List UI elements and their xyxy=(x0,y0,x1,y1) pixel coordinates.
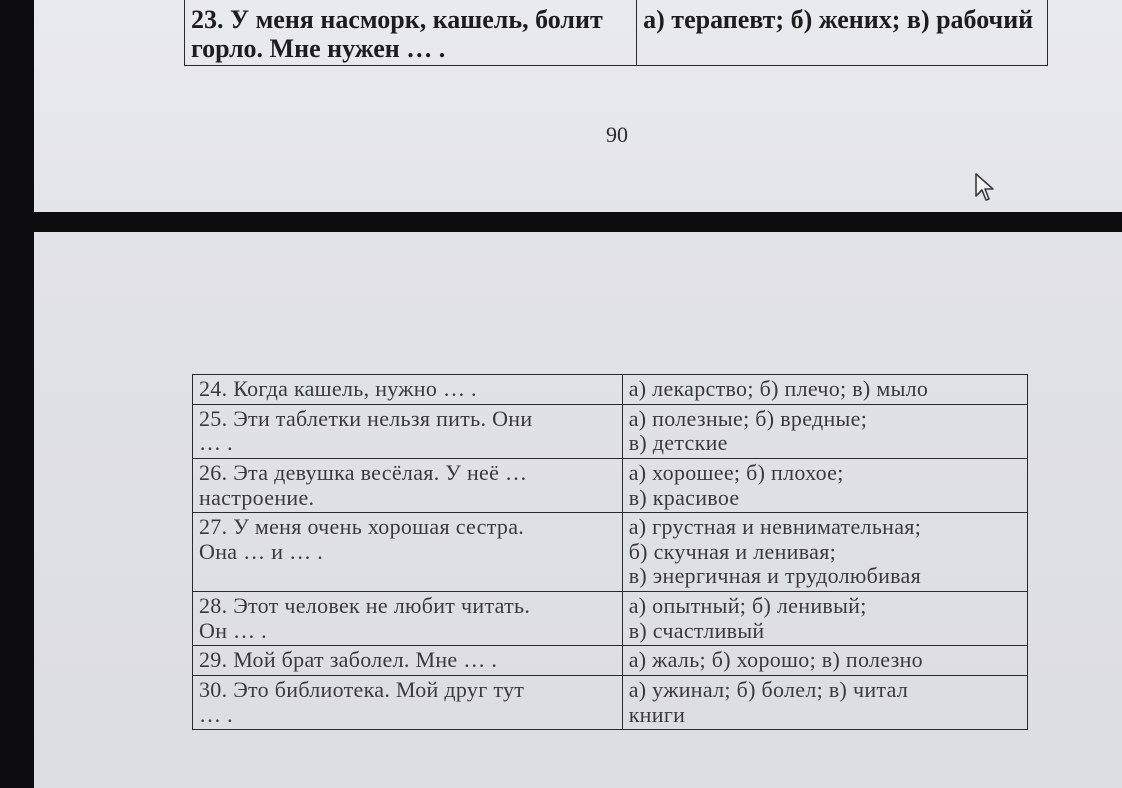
question-line: 30. Это библиотека. Мой друг тут xyxy=(199,676,525,702)
answer-line: в) детские xyxy=(628,430,728,456)
table-row xyxy=(193,513,1028,592)
question-table-top xyxy=(184,0,1048,66)
table-row xyxy=(193,675,1028,729)
answer-cell xyxy=(622,375,1027,405)
mouse-cursor-icon xyxy=(974,172,996,202)
answer-cell xyxy=(622,646,1027,676)
answer-cell xyxy=(622,458,1027,512)
question-line: 23. У меня насморк, кашель, болит xyxy=(191,5,603,34)
answer-line: в) счастливый xyxy=(628,617,765,643)
question-cell xyxy=(193,675,623,729)
answer-line: а) терапевт; б) жених; в) рабочий xyxy=(643,5,1034,34)
table-row xyxy=(193,646,1028,676)
question-line: … . xyxy=(199,430,233,456)
page-top xyxy=(34,0,1122,212)
question-line: … . xyxy=(199,701,233,727)
answer-cell xyxy=(622,675,1027,729)
question-line: 27. У меня очень хорошая сестра. xyxy=(199,514,525,540)
question-line: 26. Эта девушка весёлая. У неё … xyxy=(199,459,528,485)
question-cell xyxy=(193,404,623,458)
answer-cell xyxy=(637,0,1048,66)
question-table-bottom xyxy=(192,374,1028,730)
table-row xyxy=(193,375,1028,405)
question-line: 25. Эти таблетки нельзя пить. Они xyxy=(199,405,533,431)
answer-line: а) опытный; б) ленивый; xyxy=(628,593,867,618)
answer-cell xyxy=(622,404,1027,458)
table-row xyxy=(193,404,1028,458)
answer-cell xyxy=(622,592,1027,646)
question-cell xyxy=(193,513,623,592)
page-number: 90 xyxy=(606,122,628,147)
answer-line: а) полезные; б) вредные; xyxy=(628,405,868,431)
answer-line: в) красивое xyxy=(628,484,740,510)
table-row xyxy=(193,592,1028,646)
answer-line: книги xyxy=(628,701,686,727)
table-row xyxy=(185,0,1048,66)
question-line: 29. Мой брат заболел. Мне … . xyxy=(199,647,498,673)
page-bottom xyxy=(34,232,1122,788)
question-line: настроение. xyxy=(199,484,315,510)
question-line: 24. Когда кашель, нужно … . xyxy=(199,376,477,401)
answer-line: а) грустная и невнимательная; xyxy=(628,514,922,540)
answer-line: а) лекарство; б) плечо; в) мыло xyxy=(628,376,929,401)
answer-line: а) хорошее; б) плохое; xyxy=(628,459,844,485)
answer-cell xyxy=(622,513,1027,592)
answer-line: а) жаль; б) хорошо; в) полезно xyxy=(628,647,923,673)
answer-line: б) скучная и ленивая; xyxy=(628,538,837,564)
question-cell xyxy=(193,375,623,405)
question-cell xyxy=(193,646,623,676)
table-row xyxy=(193,458,1028,512)
question-line: 28. Этот человек не любит читать. xyxy=(199,593,531,618)
question-cell xyxy=(193,458,623,512)
question-line: Она … и … . xyxy=(199,538,323,564)
question-line: Он … . xyxy=(199,617,267,643)
question-cell xyxy=(185,0,637,66)
question-line: горло. Мне нужен … . xyxy=(191,34,446,64)
question-cell xyxy=(193,592,623,646)
answer-line: в) энергичная и трудолюбивая xyxy=(628,563,922,589)
answer-line: а) ужинал; б) болел; в) читал xyxy=(628,676,909,702)
